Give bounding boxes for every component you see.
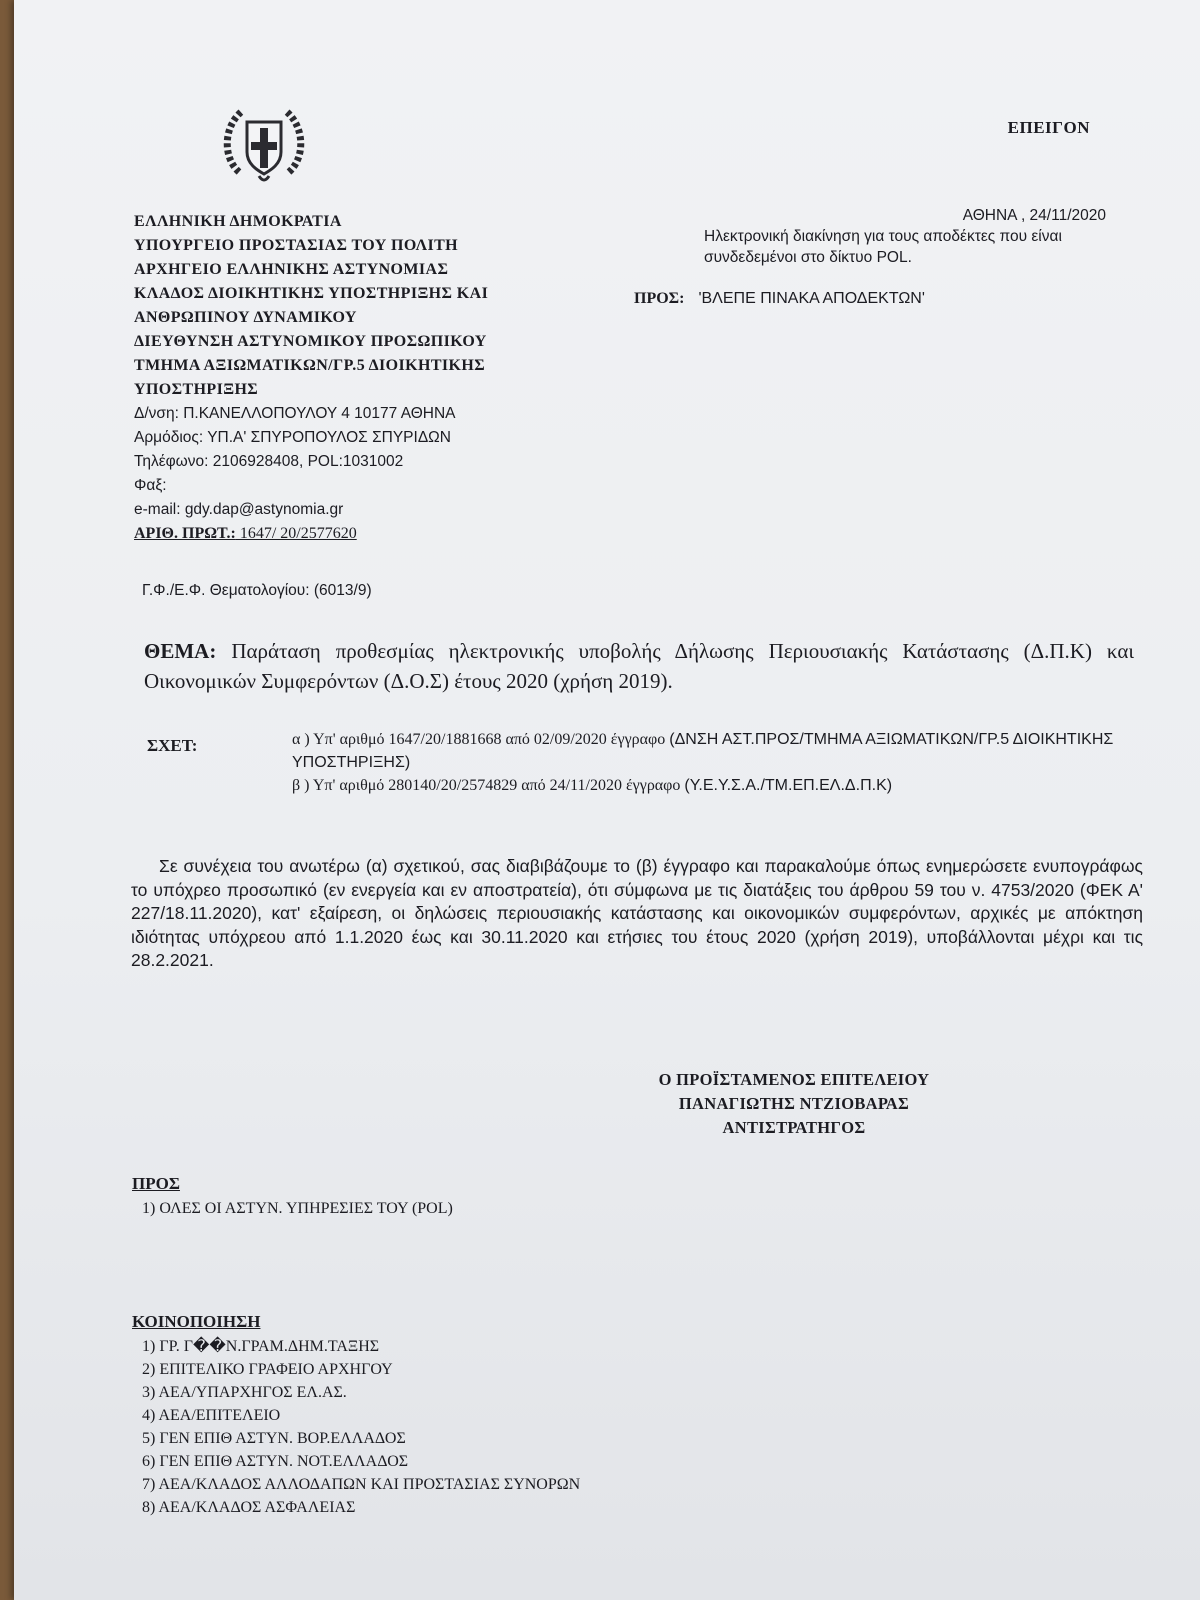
org-line: ΚΛΑΔΟΣ ΔΙΟΙΚΗΤΙΚΗΣ ΥΠΟΣΤΗΡΙΞΗΣ ΚΑΙ bbox=[134, 285, 489, 302]
recipients-heading: ΠΡΟΣ bbox=[132, 1174, 180, 1193]
to-line bbox=[634, 290, 925, 308]
phone: Τηλέφωνο: 2106928408, POL:1031002 bbox=[134, 453, 404, 470]
to-value: 'ΒΛΕΠΕ ΠΙΝΑΚΑ ΑΠΟΔΕΚΤΩΝ' bbox=[698, 290, 925, 307]
body-text bbox=[131, 855, 1143, 973]
list-item: 2) ΕΠΙΤΕΛΙΚΟ ΓΡΑΦΕΙΟ ΑΡΧΗΓΟΥ bbox=[142, 1361, 393, 1378]
distribution-note: Ηλεκτρονική διακίνηση για τους αποδέκτες που είναι συνδεδεμένοι στο δίκτυο POL. bbox=[704, 228, 1062, 266]
subject bbox=[144, 636, 1134, 696]
body-paragraph: Σε συνέχεια του ανωτέρω (α) σχετικού, σας διαβιβάζουμε το (β) έγγραφο και παρακαλούμε όπως ενημερώσετε ενυπογράφως το υπόχρεο προσωπικό (εν ενεργεία και εν αποστρατεία), ότι σύμφωνα με τις διατάξεις του άρθρου 59 του ν. 4753/2020 (ΦΕΚ Α' 227/18.11.2020), κατ' εξαίρεση, οι δηλώσεις περιουσιακής κατάστασης και οικονομικών συμφερόντων, αρχικές με απόκτηση ιδιότητας υπόχρεου από 1.1.2020 έως και 30.11.2020 και ετήσιες του έτους 2020 (χρήση 2019), υποβάλλονται μέχρι και τις 28.2.2021. bbox=[131, 856, 1143, 970]
protocol-value: 1647/ 20/2577620 bbox=[235, 525, 357, 542]
list-item: 7) ΑΕΑ/ΚΛΑΔΟΣ ΑΛΛΟΔΑΠΩΝ ΚΑΙ ΠΡΟΣΤΑΣΙΑΣ ΣΥΝΟΡΩΝ bbox=[142, 1476, 581, 1493]
related-item-org: (Υ.Ε.Υ.Σ.Α./ΤΜ.ΕΠ.ΕΛ.Δ.Π.Κ) bbox=[684, 777, 893, 794]
org-line: ΔΙΕΥΘΥΝΣΗ ΑΣΤΥΝΟΜΙΚΟΥ ΠΡΟΣΩΠΙΚΟΥ bbox=[134, 333, 487, 350]
signatory-title: Ο ΠΡΟΪΣΤΑΜΕΝΟΣ ΕΠΙΤΕΛΕΙΟΥ bbox=[658, 1070, 930, 1089]
place-date: ΑΘΗΝΑ , 24/11/2020 bbox=[962, 207, 1106, 224]
address: Δ/νση: Π.ΚΑΝΕΛΛΟΠΟΥΛΟΥ 4 10177 ΑΘΗΝΑ bbox=[134, 405, 456, 422]
fax: Φαξ: bbox=[134, 477, 167, 494]
list-item: 4) ΑΕΑ/ΕΠΙΤΕΛΕΙΟ bbox=[142, 1407, 281, 1424]
list-item: 8) ΑΕΑ/ΚΛΑΔΟΣ ΑΣΦΑΛΕΙΑΣ bbox=[142, 1499, 356, 1516]
signatory-name: ΠΑΝΑΓΙΩΤΗΣ ΝΤΖΙΟΒΑΡΑΣ bbox=[678, 1094, 910, 1113]
related-item bbox=[292, 728, 1142, 774]
notification-list bbox=[142, 1335, 580, 1519]
related-label: ΣΧΕΤ: bbox=[147, 736, 198, 755]
org-line: ΤΜΗΜΑ ΑΞΙΩΜΑΤΙΚΩΝ/ΓΡ.5 ΔΙΟΙΚΗΤΙΚΗΣ bbox=[134, 357, 486, 374]
org-line: ΕΛΛΗΝΙΚΗ ΔΗΜΟΚΡΑΤΙΑ bbox=[134, 213, 342, 230]
state-emblem-icon bbox=[219, 100, 309, 190]
related-item-prefix: α ) Υπ' αριθμό 1647/20/1881668 από 02/09/2020 έγγραφο bbox=[292, 731, 670, 748]
list-item: 1) ΓΡ. Γ��Ν.ΓΡΑΜ.ΔΗΜ.ΤΑΞΗΣ bbox=[142, 1338, 380, 1355]
document-page bbox=[14, 0, 1200, 1600]
to-label: ΠΡΟΣ: bbox=[634, 290, 685, 307]
list-item: 3) ΑΕΑ/ΥΠΑΡΧΗΓΟΣ ΕΛ.ΑΣ. bbox=[142, 1384, 347, 1401]
recipients-list bbox=[142, 1197, 453, 1220]
org-line: ΑΝΘΡΩΠΙΝΟΥ ΔΥΝΑΜΙΚΟΥ bbox=[134, 309, 357, 326]
urgent-label: ΕΠΕΙΓΟΝ bbox=[1007, 118, 1090, 137]
protocol-label: ΑΡΙΘ. ΠΡΩΤ.: bbox=[134, 525, 236, 542]
related-list bbox=[292, 728, 1142, 797]
org-line: ΥΠΟΣΤΗΡΙΞΗΣ bbox=[134, 381, 259, 398]
subject-text: Παράταση προθεσμίας ηλεκτρονικής υποβολής Δήλωσης Περιουσιακής Κατάστασης (Δ.Π.Κ) και Οικονομικών Συμφερόντων (Δ.Ο.Σ) έτους 2020 (χρήση 2019). bbox=[144, 639, 1134, 693]
org-line: ΥΠΟΥΡΓΕΙΟ ΠΡΟΣΤΑΣΙΑΣ ΤΟΥ ΠΟΛΙΤΗ bbox=[134, 237, 458, 254]
org-line: ΑΡΧΗΓΕΙΟ ΕΛΛΗΝΙΚΗΣ ΑΣΤΥΝΟΜΙΑΣ bbox=[134, 261, 449, 278]
protocol-number bbox=[134, 522, 594, 546]
list-item: 5) ΓΕΝ ΕΠΙΘ ΑΣΤΥΝ. ΒΟΡ.ΕΛΛΑΔΟΣ bbox=[142, 1430, 406, 1447]
signatory-rank: ΑΝΤΙΣΤΡΑΤΗΓΟΣ bbox=[722, 1118, 866, 1137]
officer: Αρμόδιος: ΥΠ.Α' ΣΠΥΡΟΠΟΥΛΟΣ ΣΠΥΡΙΔΩΝ bbox=[134, 429, 451, 446]
email: e-mail: gdy.dap@astynomia.gr bbox=[134, 501, 344, 518]
subject-label: ΘΕΜΑ: bbox=[144, 639, 217, 663]
list-item: 6) ΓΕΝ ΕΠΙΘ ΑΣΤΥΝ. ΝΟΤ.ΕΛΛΑΔΟΣ bbox=[142, 1453, 409, 1470]
related-item bbox=[292, 774, 1142, 797]
list-item: 1) ΟΛΕΣ ΟΙ ΑΣΤΥΝ. ΥΠΗΡΕΣΙΕΣ ΤΟΥ (POL) bbox=[142, 1200, 453, 1217]
date-block bbox=[704, 205, 1124, 268]
signature-block bbox=[574, 1068, 1014, 1140]
related-item-prefix: β ) Υπ' αριθμό 280140/20/2574829 από 24/11/2020 έγγραφο bbox=[292, 777, 685, 794]
sender-block bbox=[134, 210, 594, 546]
thematology: Γ.Φ./Ε.Φ. Θεματολογίου: (6013/9) bbox=[142, 582, 372, 599]
related-item-org: (ΔΝΣΗ ΑΣΤ.ΠΡΟΣ/ΤΜΗΜΑ ΑΞΙΩΜΑΤΙΚΩΝ/ΓΡ.5 ΔΙΟΙΚΗΤΙΚΗΣ ΥΠΟΣΤΗΡΙΞΗΣ) bbox=[292, 731, 1114, 771]
notification-heading: ΚΟΙΝΟΠΟΙΗΣΗ bbox=[132, 1312, 261, 1331]
